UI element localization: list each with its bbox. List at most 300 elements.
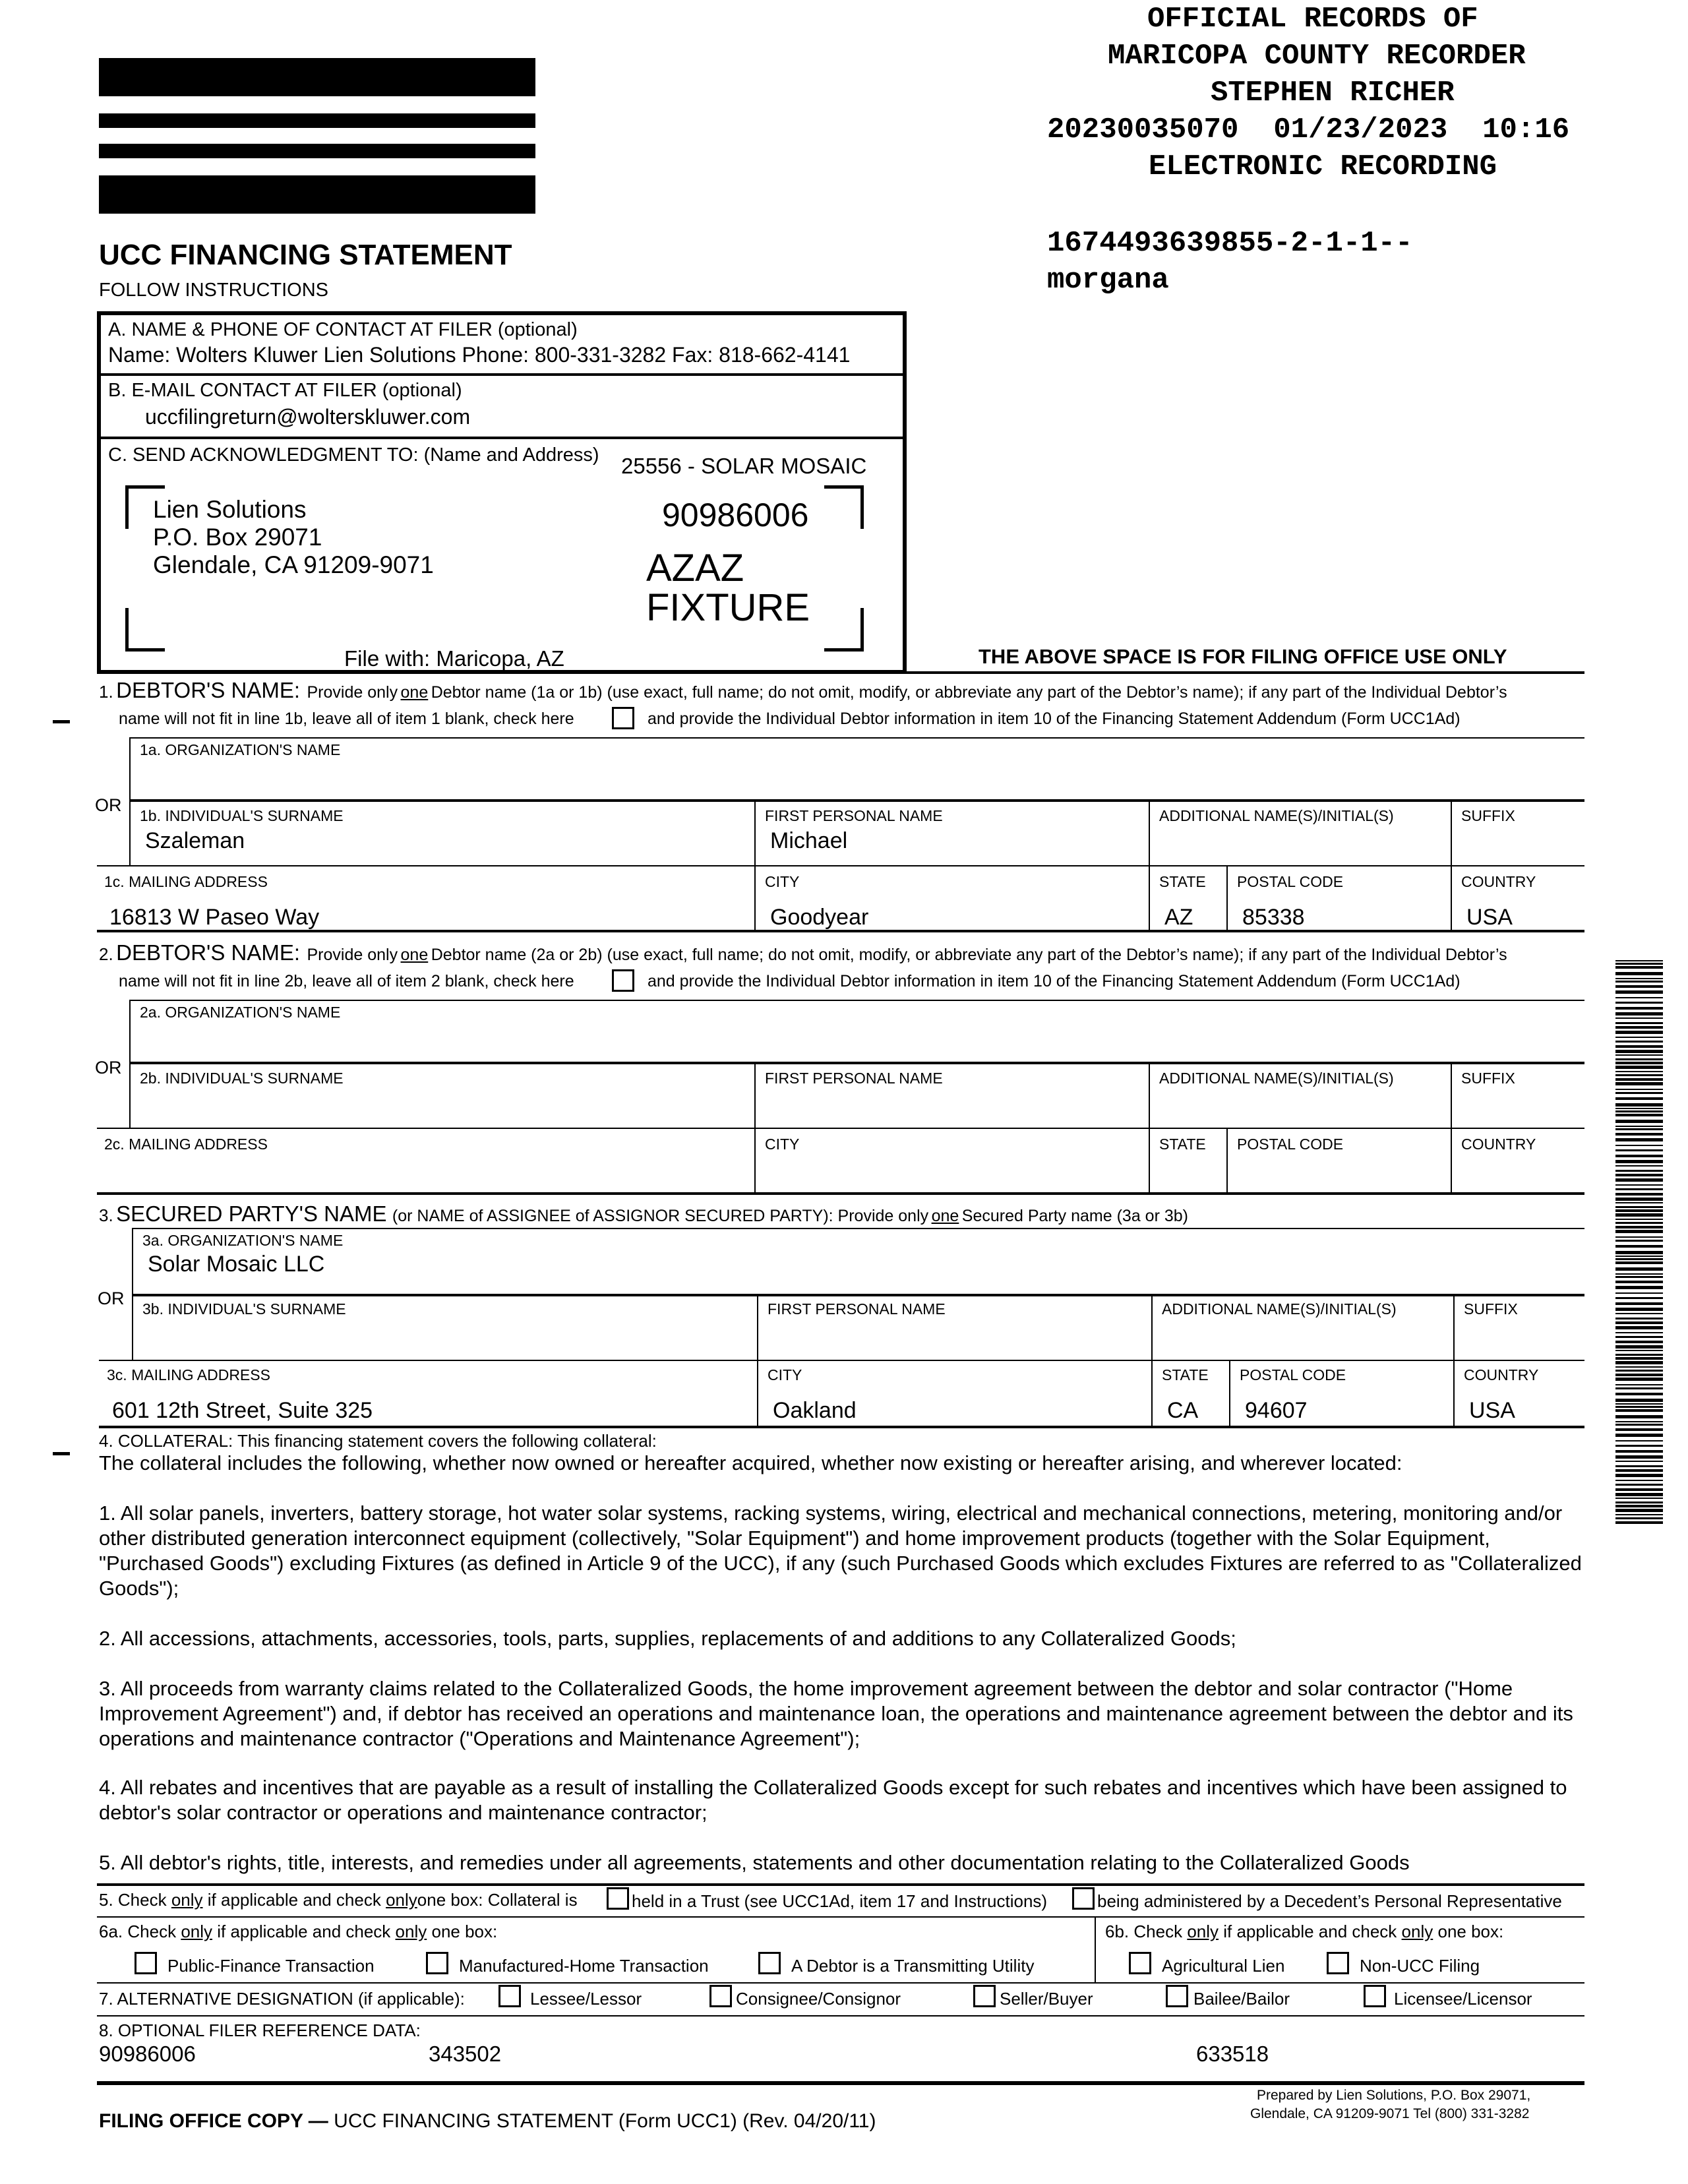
barcode-stripe [1615,1387,1663,1389]
barcode-stripe [1615,1354,1663,1356]
barcode-stripe [1615,1128,1663,1130]
item5-decedent-checkbox[interactable] [1072,1887,1095,1910]
barcode-stripe [1615,1321,1663,1324]
file-with: File with: Maricopa, AZ [344,646,564,671]
barcode-stripe [1615,1326,1663,1329]
barcode-stripe [1615,1041,1663,1043]
item5-trust-label: held in a Trust (see UCC1Ad, item 17 and Instructions) [632,1891,1048,1911]
barcode-stripe [1615,1062,1663,1064]
debtor2-heading [99,940,1507,965]
item6b-non-ucc-checkbox[interactable] [1327,1952,1349,1974]
d2-addl-label: ADDITIONAL NAME(S)/INITIAL(S) [1159,1070,1394,1087]
barcode-stripe [1615,1198,1663,1201]
ack-address-line-3: Glendale, CA 91209-9071 [153,551,434,578]
barcode-stripe [1615,1286,1663,1289]
barcode-stripe [1615,1082,1663,1085]
barcode-stripe [1615,1108,1663,1109]
barcode-stripe [1615,1007,1663,1010]
debtor2-instr2b: and provide the Individual Debtor information in item 10 of the Financing Statement Addendum (Form UCC1Ad) [648,972,1461,990]
barcode-stripe [1615,1276,1663,1278]
ack-ref-number: 90986006 [662,497,809,533]
item6a-transmitting-utility-checkbox[interactable] [758,1952,781,1974]
barcode-stripe [1615,1219,1663,1220]
d1-rule-a [129,737,1584,739]
barcode-stripe [1615,1114,1663,1116]
s3-city: Oakland [773,1398,857,1423]
barcode-stripe [1615,1031,1663,1034]
s3-mail-label: 3c. MAILING ADDRESS [107,1366,270,1383]
barcode-stripe [1615,1493,1663,1496]
d1-or: OR [95,795,122,815]
debtor2-title: DEBTOR'S NAME: [116,940,301,965]
d1-city: Goodyear [770,905,869,930]
barcode-stripe [1615,978,1663,979]
recorder-line-1: OFFICIAL RECORDS OF [1147,3,1478,36]
d1-surname-label: 1b. INDIVIDUAL'S SURNAME [140,807,344,824]
barcode-stripe [1615,1074,1663,1076]
barcode-stripe [1615,1366,1663,1368]
contact-a-label: A. NAME & PHONE OF CONTACT AT FILER (optional) [108,319,578,340]
s3-city-label: CITY [768,1366,802,1383]
barcode-stripe [1615,966,1663,969]
d2-surname-label: 2b. INDIVIDUAL'S SURNAME [140,1070,344,1087]
barcode-stripe [1615,1409,1663,1412]
d1-first-label: FIRST PERSONAL NAME [765,807,943,824]
barcode-stripe [1615,1145,1663,1146]
collateral-item-1: 1. All solar panels, inverters, battery storage, hot water solar systems, racking systems, wiring, electrical and mechanical connections, metering, monitoring and/or other distributed generation interconnect equipment (collectively, "Solar Equipment") and home improvement products (together with the Solar Equipment, "Purchased Goods") excluding Fixtures (as defined in Article 9 of the UCC), if any (such Purchased Goods which excludes Fixtures are referred to as "Collateralized Goods"); [99,1502,1582,1600]
barcode-stripe [1615,1066,1663,1069]
barcode-stripe [1615,1455,1663,1459]
recorder-line-2: MARICOPA COUNTY RECORDER [1108,40,1526,73]
item5-mid: if applicable and check [207,1890,381,1910]
recorder-line-4: 20230035070 01/23/2023 10:16 [1047,113,1570,146]
item8-top-rule [97,2015,1584,2017]
item7-lessee-checkbox[interactable] [498,1985,521,2007]
d2-country-label: COUNTRY [1461,1136,1536,1153]
barcode-stripe [1615,1336,1663,1338]
d1-v4 [1226,866,1228,930]
barcode-stripe [1615,1480,1663,1481]
barcode-stripe [1615,1213,1663,1217]
s3-rule-c [99,1360,1584,1361]
ack-fixture: FIXTURE [646,586,810,629]
barcode-stripe [1615,1230,1663,1233]
collateral-item-4: 4. All rebates and incentives that are payable as a result of installing the Collateralized Goods except for such rebates and incentives which have been assigned to debtor's solar contractor or operations and maintenance contractor; [99,1776,1567,1824]
item6-divider [1095,1916,1096,1982]
barcode-stripe [1615,1089,1663,1090]
barcode-stripe [1615,1202,1663,1203]
bracket-top-right [824,485,864,529]
barcode-stripe [1615,1103,1663,1107]
section1-top-rule [97,671,1584,674]
side-barcode [1615,960,1663,1527]
barcode-stripe [1615,1406,1663,1408]
footer-rule [97,2081,1584,2085]
item6a-text [99,1922,497,1942]
item8-label: 8. OPTIONAL FILER REFERENCE DATA: [99,2020,421,2040]
d2-rule-c [97,1128,1584,1129]
d2-rule-b [129,1062,1584,1064]
d1-country-label: COUNTRY [1461,873,1536,890]
debtor1-num: 1. [99,682,113,702]
item7-seller-label: Seller/Buyer [1000,1989,1093,2009]
barcode-stripe [1615,1273,1663,1275]
d2-rule-a [129,1000,1584,1001]
barcode-stripe [1615,1071,1663,1072]
above-space-note: THE ABOVE SPACE IS FOR FILING OFFICE USE ONLY [979,645,1507,668]
barcode-stripe [1615,1236,1663,1238]
item5-trust-checkbox[interactable] [607,1887,629,1910]
margin-tick-1 [53,720,70,723]
barcode-stripe [1615,1012,1663,1016]
barcode-stripe [1615,990,1663,994]
bracket-bottom-left [125,608,165,652]
s3-state: CA [1167,1398,1199,1423]
s3-org: Solar Mosaic LLC [148,1252,325,1277]
item6b-non-ucc-label: Non-UCC Filing [1360,1956,1480,1976]
barcode-stripe [1615,1206,1663,1208]
barcode-stripe [1615,1505,1663,1507]
footer-copy-bold: FILING OFFICE COPY — [99,2110,328,2132]
secured-instr-b: Secured Party name (3a or 3b) [961,1207,1188,1225]
barcode-stripe [1615,1045,1663,1048]
item5-post: one box: Collateral is [417,1890,578,1910]
item6a-public-finance-label: Public-Finance Transaction [167,1956,375,1976]
d1-first: Michael [770,828,848,853]
d1-country: USA [1466,905,1513,930]
d1-surname: Szaleman [145,828,245,853]
barcode-stripe [1615,981,1663,983]
barcode-stripe [1615,1149,1663,1151]
secured-heading [99,1201,1188,1227]
s3-rule-a [132,1228,1584,1229]
item6a-manufactured-home-label: Manufactured-Home Transaction [459,1956,709,1976]
barcode-stripe [1615,1421,1663,1422]
barcode-stripe [1615,1370,1663,1372]
doc-id-line-2: morgana [1047,264,1169,297]
d2-suffix-label: SUFFIX [1461,1070,1515,1087]
section4-top-rule [99,1426,1584,1428]
item7-consignee-checkbox[interactable] [709,1985,732,2007]
d2-v4 [1226,1129,1228,1192]
barcode-stripe [1615,1058,1663,1060]
barcode-stripe [1615,1267,1663,1271]
collateral-item-5: 5. All debtor's rights, title, interests, and remedies under all agreements, statements and other documentation relating to the Collateralized Goods [99,1851,1410,1874]
barcode-stripe [1615,1341,1663,1343]
barcode-stripe [1615,1393,1663,1395]
barcode-stripe [1615,1374,1663,1376]
item6a-transmitting-utility-label: A Debtor is a Transmitting Utility [791,1956,1035,1976]
barcode-stripe [1615,1110,1663,1112]
barcode-stripe [1615,1332,1663,1333]
debtor1-checkbox[interactable] [612,707,634,729]
item6a-mid: if applicable and check [217,1922,391,1941]
header-bar-3 [99,144,535,158]
barcode-stripe [1615,1256,1663,1257]
item7-bailee-label: Bailee/Bailor [1193,1989,1290,2009]
item7-label: 7. ALTERNATIVE DESIGNATION (if applicable): [99,1989,465,2009]
barcode-stripe [1615,1097,1663,1100]
barcode-stripe [1615,1026,1663,1029]
barcode-stripe [1615,1461,1663,1462]
s3-country-label: COUNTRY [1464,1366,1539,1383]
item6b-only: only [1187,1922,1219,1941]
collateral-intro: The collateral includes the following, whether now owned or hereafter acquired, whether now existing or hereafter arising, and wherever located: [99,1451,1402,1474]
debtor2-instr-b: Debtor name (2a or 2b) (use exact, full name; do not omit, modify, or abbreviate any part of the Debtor’s name); if any part of the Individual Debtor’s [431,946,1507,964]
barcode-stripe [1615,1002,1663,1004]
item6-top-rule [97,1916,1584,1918]
barcode-stripe [1615,1474,1663,1477]
doc-id-line-1: 1674493639855-2-1-1-- [1047,227,1413,260]
debtor1-instr-one: one [400,683,429,702]
d1-mail-label: 1c. MAILING ADDRESS [104,873,268,890]
footer-prepared-line-1: Prepared by Lien Solutions, P.O. Box 29071, [1257,2088,1531,2103]
barcode-stripe [1615,1251,1663,1254]
barcode-stripe [1615,1514,1663,1515]
barcode-stripe [1615,1240,1663,1242]
barcode-stripe [1615,972,1663,975]
section2-top-rule [97,930,1584,932]
item7-top-rule [97,1982,1584,1984]
d2-org-label: 2a. ORGANIZATION'S NAME [140,1004,341,1021]
barcode-stripe [1615,1160,1663,1163]
collateral-label: 4. COLLATERAL: This financing statement covers the following collateral: [99,1431,657,1451]
item6b-agricultural-lien-checkbox[interactable] [1129,1952,1151,1974]
barcode-stripe [1615,1209,1663,1212]
barcode-stripe [1615,1188,1663,1190]
item7-lessee-label: Lessee/Lessor [530,1989,642,2009]
barcode-stripe [1615,1469,1663,1472]
debtor1-instr2b: and provide the Individual Debtor information in item 10 of the Financing Statement Addendum (Form UCC1Ad) [648,710,1461,728]
barcode-stripe [1615,1488,1663,1491]
margin-tick-2 [53,1452,70,1455]
item5-pre: 5. Check [99,1890,167,1910]
barcode-stripe [1615,1165,1663,1167]
debtor1-title: DEBTOR'S NAME: [116,678,301,702]
barcode-stripe [1615,1193,1663,1196]
s3-mail: 601 12th Street, Suite 325 [112,1398,373,1423]
barcode-stripe [1615,1384,1663,1385]
d2-state-label: STATE [1159,1136,1206,1153]
item5-top-rule [97,1883,1584,1886]
barcode-stripe [1615,1092,1663,1094]
barcode-stripe [1615,1226,1663,1228]
barcode-stripe [1615,1292,1663,1294]
barcode-stripe [1615,1261,1663,1264]
barcode-stripe [1615,960,1663,961]
barcode-stripe [1615,1184,1663,1186]
d1-rule-c [97,865,1584,866]
barcode-stripe [1615,1361,1663,1364]
header-bar-4 [99,175,535,214]
barcode-stripe [1615,1424,1663,1426]
d2-first-label: FIRST PERSONAL NAME [765,1070,943,1087]
barcode-stripe [1615,1517,1663,1519]
item8-value-3: 633518 [1196,2042,1269,2066]
contact-divider-bc [99,437,905,439]
barcode-stripe [1615,1054,1663,1056]
contact-divider-ab [99,373,905,376]
item7-seller-checkbox[interactable] [973,1985,996,2007]
barcode-stripe [1615,1302,1663,1305]
s3-or: OR [98,1289,125,1308]
footer-copy-rest: UCC FINANCING STATEMENT (Form UCC1) (Rev. 04/20/11) [334,2110,876,2132]
barcode-stripe [1615,1345,1663,1349]
contact-b-value: uccfilingreturn@wolterskluwer.com [145,405,471,429]
item6a-public-finance-checkbox[interactable] [135,1952,157,1974]
barcode-stripe [1615,1308,1663,1311]
form-title: UCC FINANCING STATEMENT [99,239,512,271]
ack-state-code: AZAZ [646,547,744,590]
barcode-stripe [1615,1428,1663,1431]
s3-suffix-label: SUFFIX [1464,1300,1518,1318]
item5-only2: only [386,1890,417,1910]
footer-prepared-line-2: Glendale, CA 91209-9071 Tel (800) 331-3282 [1250,2106,1530,2121]
d2-mail-label: 2c. MAILING ADDRESS [104,1136,268,1153]
barcode-stripe [1615,1509,1663,1512]
debtor2-instr-one: one [400,946,429,964]
collateral-item-2: 2. All accessions, attachments, accessories, tools, parts, supplies, replacements of and additions to any Collateralized Goods; [99,1627,1236,1650]
s3-addl-label: ADDITIONAL NAME(S)/INITIAL(S) [1162,1300,1397,1318]
debtor2-checkbox[interactable] [612,969,634,992]
d1-addl-label: ADDITIONAL NAME(S)/INITIAL(S) [1159,807,1394,824]
item6a-manufactured-home-checkbox[interactable] [426,1952,448,1974]
s3-v4 [1229,1361,1230,1426]
barcode-stripe [1615,1178,1663,1182]
d1-postal: 85338 [1242,905,1305,930]
barcode-stripe [1615,1050,1663,1053]
d1-postal-label: POSTAL CODE [1237,873,1344,890]
barcode-stripe [1615,1170,1663,1172]
debtor1-heading [99,678,1507,703]
barcode-stripe [1615,1465,1663,1467]
d1-state-label: STATE [1159,873,1206,890]
barcode-stripe [1615,1450,1663,1453]
barcode-stripe [1615,1133,1663,1136]
d1-org-label: 1a. ORGANIZATION'S NAME [140,741,341,758]
barcode-stripe [1615,997,1663,998]
section3-top-rule [97,1192,1584,1195]
s3-postal: 94607 [1245,1398,1308,1423]
s3-state-label: STATE [1162,1366,1209,1383]
s3-first-label: FIRST PERSONAL NAME [768,1300,946,1318]
ack-address-line-1: Lien Solutions [153,496,307,523]
s3-country: USA [1469,1398,1515,1423]
barcode-stripe [1615,1502,1663,1503]
secured-num: 3. [99,1205,113,1225]
barcode-stripe [1615,1281,1663,1283]
barcode-stripe [1615,1318,1663,1320]
barcode-stripe [1615,1120,1663,1123]
barcode-stripe [1615,1126,1663,1127]
item6b-agricultural-lien-label: Agricultural Lien [1162,1956,1285,1976]
barcode-stripe [1615,1440,1663,1441]
barcode-stripe [1615,1434,1663,1437]
item6b-post: one box: [1437,1922,1504,1941]
item5-only: only [171,1890,203,1910]
barcode-stripe [1615,1350,1663,1351]
barcode-stripe [1615,1313,1663,1314]
debtor1-instr2a: name will not fit in line 1b, leave all of item 1 blank, check here [119,710,574,728]
recorder-line-5: ELECTRONIC RECORDING [1149,150,1497,183]
barcode-stripe [1615,1022,1663,1024]
d2-or: OR [95,1058,122,1077]
footer-copy [99,2110,876,2133]
barcode-stripe [1615,1378,1663,1381]
item6a-post: one box: [431,1922,498,1941]
ack-address-line-2: P.O. Box 29071 [153,524,322,551]
debtor2-num: 2. [99,944,113,964]
item6a-only2: only [395,1922,427,1941]
barcode-stripe [1615,1357,1663,1360]
recorder-line-3: STEPHEN RICHER [1211,76,1455,109]
barcode-stripe [1615,1258,1663,1260]
contact-b-label: B. E-MAIL CONTACT AT FILER (optional) [108,380,462,401]
debtor1-instr-b: Debtor name (1a or 1b) (use exact, full name; do not omit, modify, or abbreviate any part of the Debtor’s name); if any part of the Individual Debtor’s [431,683,1507,702]
item6b-text [1105,1922,1503,1942]
bracket-bottom-right [824,608,864,652]
barcode-stripe [1615,1222,1663,1224]
collateral-item-3: 3. All proceeds from warranty claims related to the Collateralized Goods, the home improvement agreement between the debtor and solar contractor ("Home Improvement Agreement") and, if debtor has received an operations and maintenance loan, the operations and maintenance agreement between the debtor and its operations and maintenance contractor ("Operations and Maintenance Agreement"); [99,1677,1573,1750]
secured-title: SECURED PARTY'S NAME [116,1201,387,1226]
header-bar-2 [99,113,535,128]
s3-org-label: 3a. ORGANIZATION'S NAME [142,1232,344,1249]
barcode-stripe [1615,1017,1663,1019]
s3-surname-label: 3b. INDIVIDUAL'S SURNAME [142,1300,346,1318]
barcode-stripe [1615,1078,1663,1081]
item6a-only: only [181,1922,213,1941]
barcode-stripe [1615,1138,1663,1141]
debtor2-instr2a: name will not fit in line 2b, leave all of item 2 blank, check here [119,972,574,990]
d2-postal-label: POSTAL CODE [1237,1136,1344,1153]
d1-suffix-label: SUFFIX [1461,807,1515,824]
s3-rule-b [132,1294,1584,1296]
secured-instr-a: (or NAME of ASSIGNEE of ASSIGNOR SECURED PARTY): Provide only [392,1207,929,1225]
barcode-stripe [1615,1037,1663,1038]
d1-rule-b [129,799,1584,802]
item6a-pre: 6a. Check [99,1922,177,1941]
item7-licensee-checkbox[interactable] [1364,1985,1386,2007]
contact-c-label: C. SEND ACKNOWLEDGMENT TO: (Name and Address) [108,444,599,466]
contact-c-code: 25556 - SOLAR MOSAIC [621,454,867,478]
barcode-stripe [1615,1155,1663,1157]
d1-city-label: CITY [765,873,800,890]
barcode-stripe [1615,1399,1663,1402]
barcode-stripe [1615,1297,1663,1299]
item6b-only2: only [1401,1922,1433,1941]
barcode-stripe [1615,1415,1663,1418]
barcode-stripe [1615,1445,1663,1447]
header-bar-1 [99,58,535,96]
item8-value-1: 90986006 [99,2042,196,2066]
item7-licensee-label: Licensee/Licensor [1394,1989,1532,2009]
s3-postal-label: POSTAL CODE [1240,1366,1346,1383]
item7-consignee-label: Consignee/Consignor [736,1989,901,2009]
contact-a-value: Name: Wolters Kluwer Lien Solutions Phone: 800-331-3282 Fax: 818-662-4141 [108,343,851,367]
d1-mail: 16813 W Paseo Way [109,905,320,930]
item7-bailee-checkbox[interactable] [1166,1985,1188,2007]
item5-text [99,1890,578,1910]
secured-instr-one: one [931,1207,959,1225]
barcode-stripe [1615,1498,1663,1499]
barcode-stripe [1615,1521,1663,1524]
debtor1-instr-a: Provide only [307,683,398,702]
d2-city-label: CITY [765,1136,800,1153]
barcode-stripe [1615,1174,1663,1176]
barcode-stripe [1615,1484,1663,1486]
item5-decedent-label: being administered by a Decedent’s Personal Representative [1097,1891,1562,1911]
item8-value-2: 343502 [429,2042,502,2066]
